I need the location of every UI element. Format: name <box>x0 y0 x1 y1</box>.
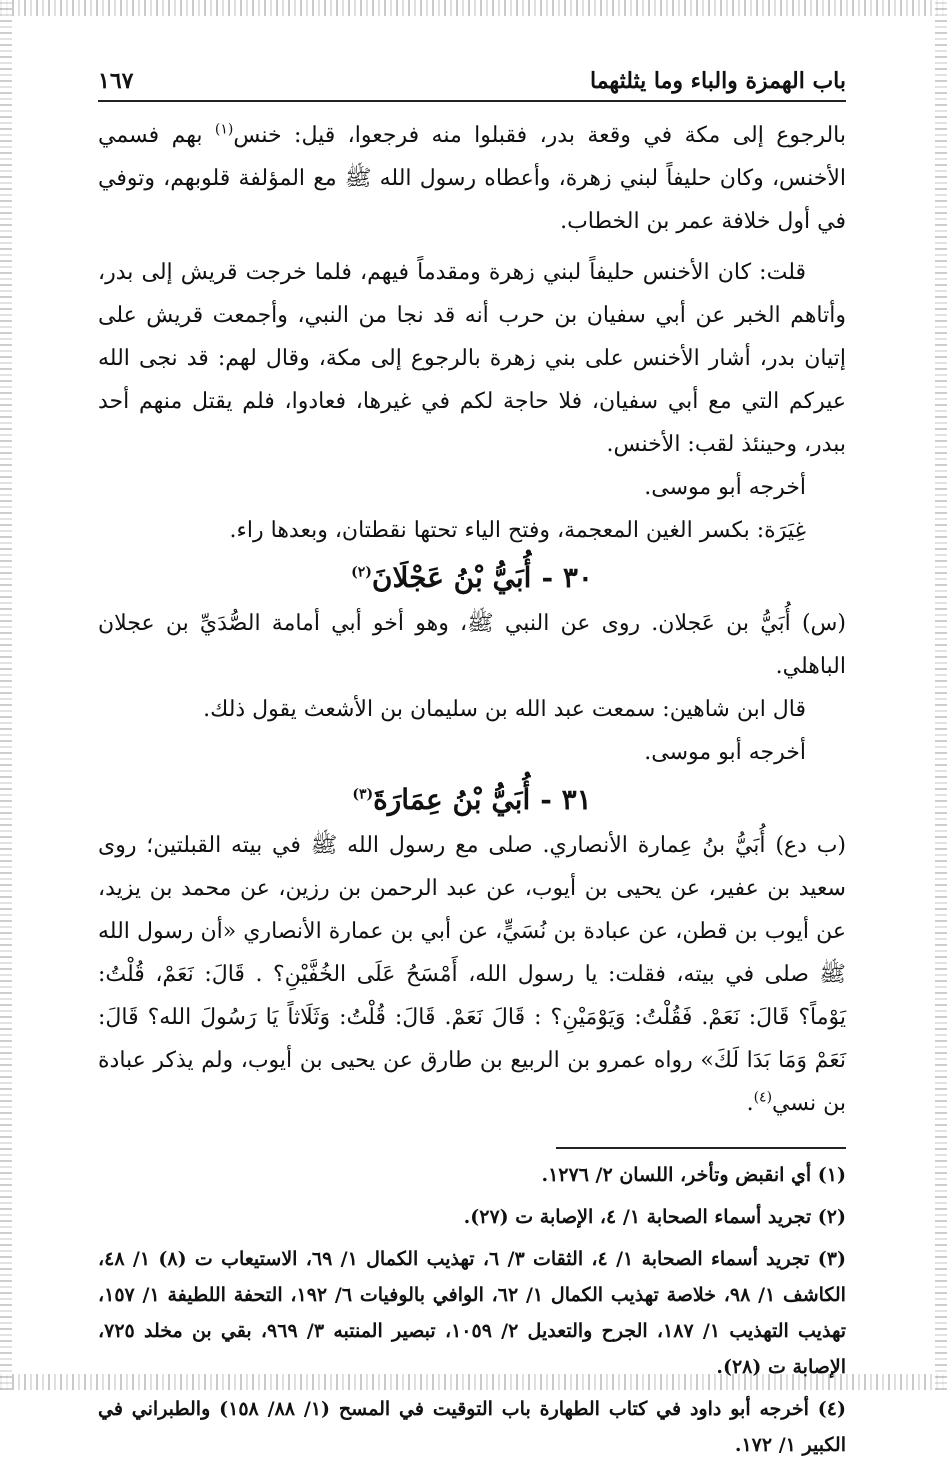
paragraph-text: (ب دع) أُبَيُّ بنُ عِمارة الأنصاري. صلى مع رسول الله ﷺ في بيته القبلتين؛ روى سعيد بن عفير، عن يحيى بن أيوب، عن عبد الرحمن بن رزين، عن محمد بن يزيد، عن أيوب بن قطن، عن عبادة بن نُسَيٍّ، عن أبي بن عمارة الأنصاري «أن رسول الله ﷺ صلى في بيته، فقلت: يا رسول الله، أَمْسَحُ عَلَى الخُفَّيْنِ؟ . قَالَ: نَعَمْ، قُلْتُ: يَوْماً؟ قَالَ: نَعَمْ. فَقُلْتُ: وَيَوْمَيْنِ؟ : قَالَ نَعَمْ. قَالَ: قُلْتُ: وَثَلَاثاً يَا رَسُولَ الله؟ قَالَ: نَعَمْ وَمَا بَدَا لَكَ» رواه عمرو بن الربيع بن طارق عن يحيى بن أيوب، ولم يذكر عبادة بن نسي <box>98 833 846 1116</box>
paragraph-qultu: قلت: كان الأخنس حليفاً لبني زهرة ومقدماً فيهم، فلما خرجت قريش إلى بدر، وأتاهم الخبر عن أبي سفيان بن حرب أنه قد نجا من النبي، وأجمعت قريش على إتيان بدر، أشار الأخنس على بني زهرة بالرجوع إلى مكة، وقال لهم: قد نجى الله عيركم التي مع أبي سفيان، فلا حاجة لكم في غيرها، فعادوا، فلم يقتل منهم أحد ببدر، وحينئذ لقب: الأخنس. <box>98 260 846 457</box>
book-page <box>98 58 846 1469</box>
footnote-ref-2: (٢) <box>351 564 372 581</box>
paragraph-akhnas-continuation <box>98 114 846 243</box>
entry-heading-30 <box>98 554 846 602</box>
footnote-ref-1: (١) <box>214 121 234 138</box>
page-header <box>98 58 846 102</box>
entry-number: ٣١ - <box>540 783 592 816</box>
paragraph-text: بالرجوع إلى مكة في وقعة بدر، فقبلوا منه فرجعوا، قيل: خنس <box>233 123 847 148</box>
paragraph-ubayy-ajlan: (س) أُبَيُّ بن عَجلان. روى عن النبي ﷺ، وهو أخو أبي أمامة الصُّدَيِّ بن عجلان الباهلي. <box>98 611 846 679</box>
decorative-border-top <box>0 0 947 16</box>
entry-heading-31 <box>98 776 846 824</box>
footnote-divider <box>556 1147 846 1149</box>
entry-number: ٣٠ - <box>541 561 593 594</box>
paragraph-ubayy-imara <box>98 824 846 1125</box>
paragraph-text: . <box>746 1091 754 1116</box>
paragraph-akhrajahu-2: أخرجه أبو موسى. <box>644 740 806 765</box>
footnote-4: (٤) أخرجه أبو داود في كتاب الطهارة باب التوقيت في المسح (١/ ٨٨/ ١٥٨) والطبراني في الكبير ١/ ١٧٢. <box>98 1398 846 1456</box>
footnote-ref-3: (٣) <box>352 786 374 803</box>
paragraph-ibn-shahin: قال ابن شاهين: سمعت عبد الله بن سليمان بن الأشعث يقول ذلك. <box>203 697 806 722</box>
page-body <box>98 114 846 1125</box>
decorative-border-right <box>935 0 947 1390</box>
footnote-3: (٣) تجريد أسماء الصحابة ١/ ٤، الثقات ٣/ ٦، تهذيب الكمال ١/ ٦٩، الاستيعاب ت (٨) ١/ ٤٨، الكاشف ١/ ٩٨، خلاصة تهذيب الكمال ١/ ٦٢، الوافي بالوفيات ٦/ ١٩٢، التحفة اللطيفة ١/ ١٥٧، تهذيب التهذيب ١/ ١٨٧، الجرح والتعديل ٢/ ١٠٥٩، تبصير المنتبه ٣/ ٩٦٩، بقي بن مخلد ٧٢٥، الإصابة ت (٢٨). <box>98 1248 846 1378</box>
paragraph-akhrajahu-1: أخرجه أبو موسى. <box>644 475 806 500</box>
footnote-1: (١) أي انقبض وتأخر، اللسان ٢/ ١٢٧٦. <box>541 1164 846 1186</box>
paragraph-text: بهم فسمي الأخنس، وكان حليفاً لبني زهرة، وأعطاه رسول الله ﷺ مع المؤلفة قلوبهم، وتوفي في أول خلافة عمر بن الخطاب. <box>98 123 846 234</box>
decorative-border-left <box>0 0 12 1390</box>
paragraph-ghiyara: غِيَرَة: بكسر الغين المعجمة، وفتح الياء تحتها نقطتان، وبعدها راء. <box>229 518 806 543</box>
entry-name: أُبَيُّ بْنُ عِمَارَةَ <box>373 783 531 816</box>
footnote-2: (٢) تجريد أسماء الصحابة ١/ ٤، الإصابة ت (٢٧). <box>463 1206 846 1228</box>
footnotes <box>98 1157 846 1463</box>
entry-name: أُبَيُّ بْنُ عَجْلَانَ <box>371 561 532 594</box>
chapter-title: باب الهمزة والباء وما يثلثهما <box>590 68 846 94</box>
page-number: ١٦٧ <box>98 68 134 94</box>
footnote-ref-4: (٤) <box>753 1089 773 1106</box>
